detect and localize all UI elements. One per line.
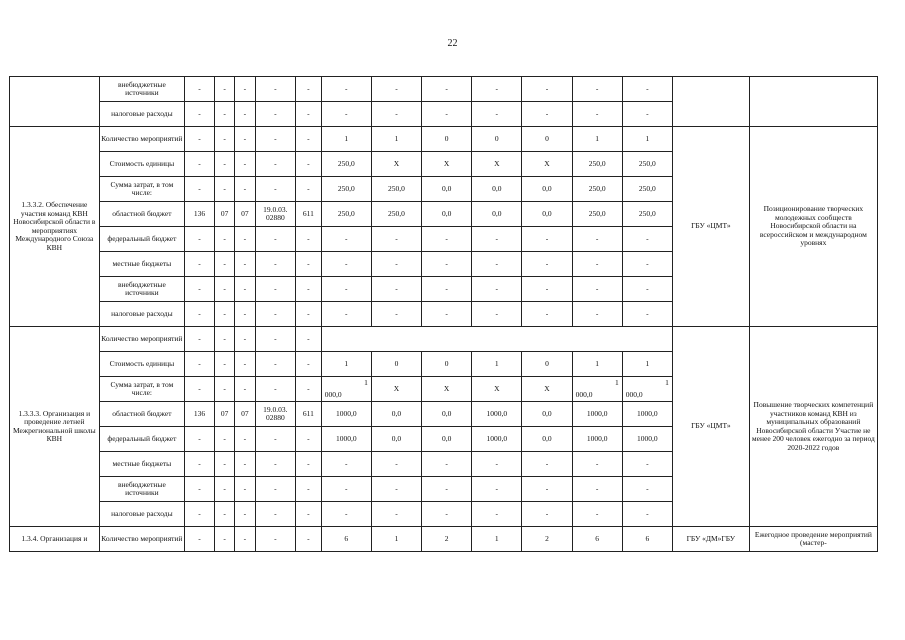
value-cell: - — [235, 127, 255, 152]
value-cell: - — [235, 77, 255, 102]
value-cell: - — [572, 77, 622, 102]
value-cell: - — [185, 127, 215, 152]
value-cell: 136 — [185, 202, 215, 227]
value-cell: - — [321, 227, 371, 252]
name-cell — [10, 77, 100, 127]
value-cell: - — [522, 477, 572, 502]
source-cell: Стоимость единицы — [99, 352, 184, 377]
value-cell: - — [296, 227, 322, 252]
value-cell: - — [214, 527, 234, 552]
value-cell: 0,0 — [522, 202, 572, 227]
value-cell: - — [572, 502, 622, 527]
value-cell: X — [371, 152, 421, 177]
source-cell: налоговые расходы — [99, 102, 184, 127]
value-cell: - — [572, 227, 622, 252]
value-cell: X — [422, 152, 472, 177]
value-cell: - — [255, 352, 296, 377]
value-cell: - — [296, 327, 322, 352]
value-cell: 0,0 — [472, 177, 522, 202]
value-cell: - — [214, 477, 234, 502]
value-cell: - — [214, 502, 234, 527]
value-cell: - — [235, 152, 255, 177]
value-cell: - — [522, 227, 572, 252]
value-cell: 250,0 — [622, 177, 672, 202]
value-cell: - — [472, 302, 522, 327]
value-cell: - — [235, 502, 255, 527]
value-cell: - — [235, 227, 255, 252]
value-cell: - — [472, 502, 522, 527]
value-cell: - — [255, 277, 296, 302]
value-cell: - — [622, 502, 672, 527]
source-cell: Стоимость единицы — [99, 152, 184, 177]
value-cell: - — [185, 352, 215, 377]
executor-cell — [672, 77, 749, 127]
value-cell: - — [422, 252, 472, 277]
source-cell: внебюджетные источники — [99, 77, 184, 102]
value-cell: - — [255, 502, 296, 527]
value-cell: 07 — [214, 202, 234, 227]
value-cell: - — [185, 102, 215, 127]
value-cell: X — [472, 152, 522, 177]
goal-cell: Ежегодное проведение мероприятий (мастер- — [749, 527, 877, 552]
value-cell: - — [185, 377, 215, 402]
value-cell: - — [296, 102, 322, 127]
value-cell: 6 — [622, 527, 672, 552]
value-cell: - — [235, 452, 255, 477]
value-cell: - — [422, 227, 472, 252]
value-cell: 0,0 — [472, 202, 522, 227]
table-row — [10, 527, 878, 552]
value-cell: 1 — [321, 127, 371, 152]
value-cell: - — [522, 77, 572, 102]
value-cell: - — [235, 102, 255, 127]
value-cell: - — [185, 227, 215, 252]
value-cell: - — [371, 502, 421, 527]
source-cell: федеральный бюджет — [99, 227, 184, 252]
source-cell: областной бюджет — [99, 202, 184, 227]
value-cell: 0,0 — [371, 402, 421, 427]
page-number: 22 — [447, 38, 458, 49]
value-cell: X — [422, 377, 472, 402]
source-cell: Количество мероприятий — [99, 127, 184, 152]
value-cell: - — [214, 427, 234, 452]
source-cell: внебюджетные источники — [99, 477, 184, 502]
value-cell: 611 — [296, 402, 322, 427]
value-cell: - — [214, 452, 234, 477]
executor-cell: ГБУ «ДМ»ГБУ — [672, 527, 749, 552]
empty-cells — [321, 327, 672, 352]
measure-name: 1.3.4. Организация и — [10, 527, 100, 552]
value-cell: - — [185, 477, 215, 502]
value-cell: 1 — [572, 352, 622, 377]
value-cell: - — [371, 227, 421, 252]
value-cell: 1000,0 — [321, 427, 371, 452]
source-cell: областной бюджет — [99, 402, 184, 427]
value-cell: - — [185, 502, 215, 527]
measure-name: 1.3.3.3. Организация и проведение летней Межрегиональной школы КВН — [10, 327, 100, 527]
value-cell: 250,0 — [622, 152, 672, 177]
value-cell: - — [255, 477, 296, 502]
value-cell: - — [422, 277, 472, 302]
value-cell: 2 — [522, 527, 572, 552]
value-cell: - — [522, 502, 572, 527]
value-cell: - — [472, 477, 522, 502]
value-cell: - — [522, 452, 572, 477]
value-cell: - — [255, 302, 296, 327]
value-cell: - — [422, 102, 472, 127]
value-cell: - — [214, 302, 234, 327]
value-cell: - — [371, 477, 421, 502]
value-cell: 136 — [185, 402, 215, 427]
value-cell: - — [255, 327, 296, 352]
value-cell: 1000,0 — [572, 402, 622, 427]
value-cell: 250,0 — [321, 152, 371, 177]
value-cell: 611 — [296, 202, 322, 227]
value-cell: - — [622, 477, 672, 502]
value-cell: - — [185, 252, 215, 277]
value-cell: 0 — [371, 352, 421, 377]
value-cell: - — [422, 77, 472, 102]
value-cell: 07 — [235, 402, 255, 427]
value-cell: 1000,0 — [472, 402, 522, 427]
value-cell: - — [185, 177, 215, 202]
value-cell: 6 — [572, 527, 622, 552]
value-cell: - — [185, 527, 215, 552]
value-cell: 07 — [235, 202, 255, 227]
value-cell: - — [296, 277, 322, 302]
value-cell: - — [235, 177, 255, 202]
value-cell: 1 000,0 — [622, 377, 672, 402]
value-cell: - — [296, 502, 322, 527]
value-cell: - — [214, 377, 234, 402]
value-cell: - — [321, 77, 371, 102]
executor-cell: ГБУ «ЦМТ» — [672, 327, 749, 527]
value-cell: - — [296, 527, 322, 552]
value-cell: - — [321, 277, 371, 302]
value-cell: 250,0 — [321, 202, 371, 227]
value-cell: - — [214, 177, 234, 202]
value-cell: 1 — [622, 352, 672, 377]
program-table — [9, 76, 878, 552]
value-cell: - — [572, 252, 622, 277]
value-cell: - — [522, 252, 572, 277]
value-cell: - — [622, 227, 672, 252]
value-cell: - — [214, 227, 234, 252]
value-cell: - — [321, 502, 371, 527]
table-row — [10, 327, 878, 352]
goal-cell: Повышение творческих компетенций участников команд КВН из муниципальных образований Новосибирской области Участие не менее 200 человек ежегодно за период 2020-2022 годов — [749, 327, 877, 527]
source-cell: Количество мероприятий — [99, 327, 184, 352]
table-row — [10, 77, 878, 102]
value-cell: - — [235, 427, 255, 452]
value-cell: - — [235, 527, 255, 552]
value-cell: - — [371, 277, 421, 302]
value-cell: - — [255, 77, 296, 102]
value-cell: - — [472, 227, 522, 252]
value-cell: X — [371, 377, 421, 402]
value-cell: 1000,0 — [321, 402, 371, 427]
value-cell: X — [472, 377, 522, 402]
value-cell: - — [296, 352, 322, 377]
value-cell: - — [522, 302, 572, 327]
table-row — [10, 127, 878, 152]
value-cell: - — [214, 127, 234, 152]
value-cell: - — [572, 452, 622, 477]
value-cell: 19.0.03. 02880 — [255, 202, 296, 227]
value-cell: X — [522, 152, 572, 177]
value-cell: - — [185, 427, 215, 452]
value-cell: - — [235, 352, 255, 377]
value-cell: - — [321, 102, 371, 127]
source-cell: Количество мероприятий — [99, 527, 184, 552]
value-cell: - — [371, 77, 421, 102]
value-cell: 0,0 — [422, 427, 472, 452]
value-cell: 250,0 — [572, 202, 622, 227]
value-cell: - — [572, 102, 622, 127]
value-cell: - — [572, 302, 622, 327]
source-cell: внебюджетные источники — [99, 277, 184, 302]
value-cell: - — [235, 252, 255, 277]
value-cell: - — [622, 252, 672, 277]
value-cell: - — [235, 477, 255, 502]
source-cell: местные бюджеты — [99, 452, 184, 477]
goal-cell — [749, 77, 877, 127]
value-cell: 0 — [472, 127, 522, 152]
value-cell: 1000,0 — [572, 427, 622, 452]
value-cell: - — [255, 177, 296, 202]
value-cell: - — [622, 452, 672, 477]
value-cell: 1 — [371, 127, 421, 152]
value-cell: - — [472, 77, 522, 102]
value-cell: 0,0 — [422, 202, 472, 227]
value-cell: - — [185, 152, 215, 177]
value-cell: - — [214, 252, 234, 277]
value-cell: - — [296, 127, 322, 152]
value-cell: 1 000,0 — [321, 377, 371, 402]
value-cell: - — [185, 277, 215, 302]
value-cell: 07 — [214, 402, 234, 427]
value-cell: 1000,0 — [622, 402, 672, 427]
value-cell: - — [296, 477, 322, 502]
value-cell: - — [296, 152, 322, 177]
executor-cell: ГБУ «ЦМТ» — [672, 127, 749, 327]
value-cell: - — [214, 152, 234, 177]
value-cell: - — [255, 127, 296, 152]
value-cell: - — [371, 452, 421, 477]
value-cell: 19.0.03. 02880 — [255, 402, 296, 427]
value-cell: - — [255, 377, 296, 402]
value-cell: 0,0 — [422, 177, 472, 202]
value-cell: - — [321, 452, 371, 477]
value-cell: - — [255, 152, 296, 177]
value-cell: - — [422, 477, 472, 502]
value-cell: - — [622, 102, 672, 127]
value-cell: - — [296, 77, 322, 102]
value-cell: 0,0 — [522, 177, 572, 202]
source-cell: федеральный бюджет — [99, 427, 184, 452]
value-cell: 0,0 — [422, 402, 472, 427]
value-cell: 1 — [371, 527, 421, 552]
value-cell: - — [422, 452, 472, 477]
source-cell: местные бюджеты — [99, 252, 184, 277]
value-cell: - — [296, 452, 322, 477]
value-cell: 1 000,0 — [572, 377, 622, 402]
value-cell: 0,0 — [522, 402, 572, 427]
value-cell: - — [422, 302, 472, 327]
value-cell: - — [572, 477, 622, 502]
value-cell: 250,0 — [572, 152, 622, 177]
value-cell: - — [296, 302, 322, 327]
value-cell: 2 — [422, 527, 472, 552]
measure-name: 1.3.3.2. Обеспечение участия команд КВН Новосибирской области в мероприятиях Международного Союза КВН — [10, 127, 100, 327]
source-cell: налоговые расходы — [99, 302, 184, 327]
value-cell: - — [422, 502, 472, 527]
value-cell: - — [296, 177, 322, 202]
value-cell: - — [235, 377, 255, 402]
value-cell: - — [371, 252, 421, 277]
value-cell: - — [296, 427, 322, 452]
value-cell: - — [214, 352, 234, 377]
value-cell: 250,0 — [572, 177, 622, 202]
value-cell: - — [235, 327, 255, 352]
value-cell: - — [522, 102, 572, 127]
value-cell: - — [214, 277, 234, 302]
value-cell: 250,0 — [371, 177, 421, 202]
value-cell: X — [522, 377, 572, 402]
value-cell: 250,0 — [622, 202, 672, 227]
value-cell: - — [255, 252, 296, 277]
value-cell: 1 — [622, 127, 672, 152]
value-cell: - — [214, 77, 234, 102]
value-cell: - — [255, 227, 296, 252]
value-cell: - — [185, 327, 215, 352]
value-cell: - — [321, 477, 371, 502]
source-cell: Сумма затрат, в том числе: — [99, 177, 184, 202]
value-cell: - — [321, 252, 371, 277]
value-cell: - — [522, 277, 572, 302]
value-cell: 6 — [321, 527, 371, 552]
value-cell: 0 — [422, 352, 472, 377]
value-cell: 1 — [321, 352, 371, 377]
value-cell: - — [185, 77, 215, 102]
value-cell: 250,0 — [321, 177, 371, 202]
value-cell: - — [472, 252, 522, 277]
value-cell: - — [371, 302, 421, 327]
value-cell: - — [214, 102, 234, 127]
value-cell: - — [472, 277, 522, 302]
value-cell: - — [235, 302, 255, 327]
value-cell: 1 — [472, 527, 522, 552]
value-cell: 1000,0 — [472, 427, 522, 452]
value-cell: - — [622, 277, 672, 302]
value-cell: 1 — [472, 352, 522, 377]
value-cell: - — [255, 102, 296, 127]
value-cell: 0,0 — [371, 427, 421, 452]
value-cell: 0 — [422, 127, 472, 152]
value-cell: - — [214, 327, 234, 352]
value-cell: - — [296, 252, 322, 277]
value-cell: - — [622, 302, 672, 327]
value-cell: - — [296, 377, 322, 402]
value-cell: 0,0 — [522, 427, 572, 452]
value-cell: 0 — [522, 352, 572, 377]
source-cell: Сумма затрат, в том числе: — [99, 377, 184, 402]
value-cell: - — [185, 302, 215, 327]
value-cell: - — [472, 452, 522, 477]
value-cell: 0 — [522, 127, 572, 152]
value-cell: - — [572, 277, 622, 302]
goal-cell: Позиционирование творческих молодежных сообществ Новосибирской области на всероссийском и международном уровнях — [749, 127, 877, 327]
value-cell: - — [321, 302, 371, 327]
value-cell: - — [622, 77, 672, 102]
value-cell: - — [235, 277, 255, 302]
value-cell: 1 — [572, 127, 622, 152]
value-cell: - — [371, 102, 421, 127]
value-cell: - — [185, 452, 215, 477]
value-cell: 250,0 — [371, 202, 421, 227]
source-cell: налоговые расходы — [99, 502, 184, 527]
value-cell: 1000,0 — [622, 427, 672, 452]
value-cell: - — [255, 427, 296, 452]
value-cell: - — [255, 527, 296, 552]
value-cell: - — [255, 452, 296, 477]
value-cell: - — [472, 102, 522, 127]
